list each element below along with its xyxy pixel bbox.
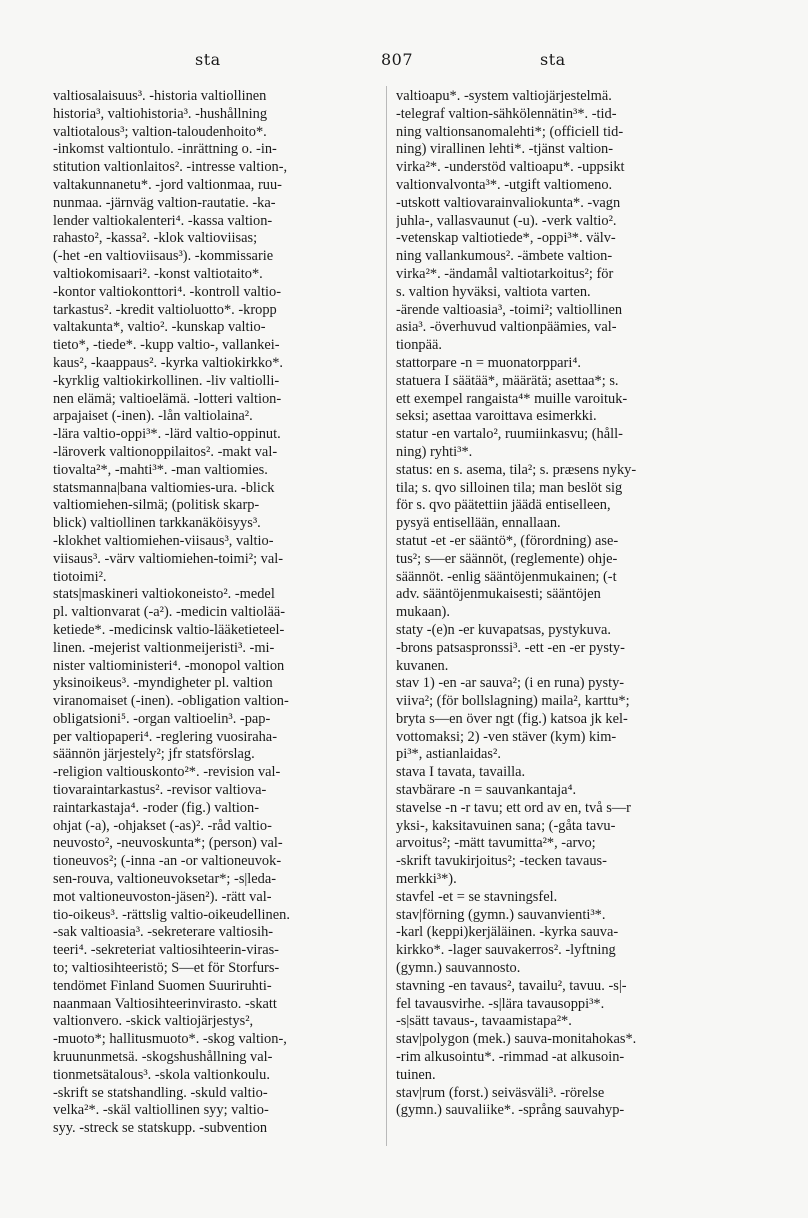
- entry-line: sen-rouva, valtioneuvoksetar*; -s|leda-: [53, 871, 277, 888]
- entry-line: rahasto², -kassa². -klok valtioviisas;: [53, 230, 258, 247]
- entry-line: viranomaiset (-inen). -obligation valtion-: [53, 693, 289, 710]
- entry-line: kirkko*. -lager sauvakerros². -lyftning: [396, 942, 616, 959]
- entry-line: ohjat (-a), -ohjakset (-as)². -råd valtio-: [53, 817, 272, 834]
- entry-line: statut -et -er sääntö*, (förordning) ase-: [396, 532, 619, 549]
- entry-line: pi³*, astianlaidas².: [396, 746, 501, 763]
- entry-line: stav|förning (gymn.) sauvanvienti³*.: [396, 906, 606, 923]
- entry-line: virka²*. -understöd valtioapu*. -uppsikt: [396, 159, 625, 176]
- entry-line: lender valtiokalenteri⁴. -kassa valtion-: [53, 212, 273, 229]
- entry-line: -klokhet valtiomiehen-viisaus³, valtio-: [53, 532, 274, 549]
- entry-line: naanmaan Valtiosihteerinvirasto. -skatt: [53, 995, 277, 1012]
- entry-line: syy. -streck se statskupp. -subvention: [53, 1120, 268, 1137]
- entry-line: valtakunnanetu*. -jord valtionmaa, ruu-: [53, 176, 282, 193]
- entry-line: raintarkastaja⁴. -roder (fig.) valtion-: [53, 799, 259, 816]
- entry-line: tionmetsätalous³. -skola valtionkoulu.: [53, 1066, 270, 1083]
- entry-line: mukaan).: [396, 604, 450, 621]
- entry-line: adv. sääntöjenmukaisesti; sääntöjen: [396, 586, 601, 603]
- entry-line: stavelse -n -r tavu; ett ord av en, två s—r: [396, 799, 631, 816]
- entry-line: arpajaiset (-inen). -lån valtiolaina².: [53, 408, 253, 425]
- entry-line: -sak valtioasia³. -sekreterare valtiosih-: [53, 924, 274, 941]
- page-number: 807: [381, 50, 414, 69]
- entry-line: -s|sätt tavaus-, tavaamistapa²*.: [396, 1013, 572, 1030]
- entry-line: tiovalta²*, -mahti³*. -man valtiomies.: [53, 461, 268, 478]
- entry-line: kuvanen.: [396, 657, 449, 674]
- entry-line: ning valtionsanomalehti*; (officiell tid-: [396, 123, 624, 140]
- entry-line: blick) valtiollinen tarkkanäköisyys³.: [53, 515, 261, 532]
- entry-line: valtiomiehen-silmä; (politisk skarp-: [53, 497, 260, 514]
- entry-line: -brons patsaspronssi³. -ett -en -er pysty-: [396, 639, 625, 656]
- entry-line: -rim alkusointu*. -rimmad -at alkusoin-: [396, 1049, 625, 1066]
- entry-line: juhla-, vallasvaunut (-u). -verk valtio².: [396, 212, 617, 229]
- column-divider: [386, 86, 387, 1146]
- entry-line: neuvosto², -neuvoskunta*; (person) val-: [53, 835, 283, 852]
- entry-line: säännöt. -enlig sääntöjenmukainen; (-t: [396, 568, 617, 585]
- entry-line: (gymn.) sauvaliike*. -språng sauvahyp-: [396, 1102, 625, 1119]
- entry-line: ning) virallinen lehti*. -tjänst valtion-: [396, 141, 614, 158]
- entry-line: stav 1) -en -ar sauva²; (i en runa) pysty-: [396, 675, 625, 692]
- entry-line: nunmaa. -järnväg valtion-rautatie. -ka-: [53, 194, 276, 211]
- right-column: [396, 88, 718, 1120]
- entry-line: tendömet Finland Suomen Suuriruhti-: [53, 977, 272, 994]
- entry-line: nister valtioministeri⁴. -monopol valtion: [53, 657, 285, 674]
- entry-line: statur -en vartalo², ruumiinkasvu; (håll-: [396, 426, 623, 443]
- entry-line: yksinoikeus³. -myndigheter pl. valtion: [53, 675, 273, 692]
- entry-line: stitution valtionlaitos². -intresse valtion-,: [53, 159, 288, 176]
- entry-line: valtiotalous³; valtion-taloudenhoito*.: [53, 123, 267, 140]
- entry-line: -kontor valtiokonttori⁴. -kontroll valtio-: [53, 283, 282, 300]
- entry-line: (-het -en valtioviisaus³). -kommissarie: [53, 248, 274, 265]
- entry-line: tiotoimi².: [53, 568, 107, 585]
- entry-line: -religion valtiouskonto²*. -revision val-: [53, 764, 281, 781]
- entry-line: statsmanna|bana valtiomies-ura. -blick: [53, 479, 275, 496]
- entry-line: virka²*. -ändamål valtiotarkoitus²; för: [396, 265, 614, 282]
- entry-line: per valtiopaperi⁴. -reglering vuosiraha-: [53, 728, 277, 745]
- entry-line: status: en s. asema, tila²; s. præsens nyky-: [396, 461, 637, 478]
- entry-line: staty -(e)n -er kuvapatsas, pystykuva.: [396, 621, 611, 638]
- entry-line: fel tavausvirhe. -s|lära tavausoppi³*.: [396, 995, 605, 1012]
- entry-line: to; valtiosihteeristö; S—et för Storfurs-: [53, 960, 280, 977]
- entry-line: -lära valtio-oppi³*. -lärd valtio-oppinut.: [53, 426, 281, 443]
- entry-line: valtiokomisaari². -konst valtiotaito*.: [53, 265, 263, 282]
- entry-line: -vetenskap valtiotiede*, -oppi³*. välv-: [396, 230, 616, 247]
- entry-line: -muoto*; hallitusmuoto*. -skog valtion-,: [53, 1031, 287, 1048]
- entry-line: tuinen.: [396, 1066, 436, 1083]
- entry-line: s. valtion hyväksi, valtiota varten.: [396, 283, 591, 300]
- entry-line: -läroverk valtionoppilaitos². -makt val-: [53, 443, 278, 460]
- entry-line: viisaus³. -värv valtiomiehen-toimi²; val-: [53, 550, 284, 567]
- entry-line: -skrift se statshandling. -skuld valtio-: [53, 1084, 268, 1101]
- entry-line: för s. qvo päätettiin jäädä entiselleen,: [396, 497, 611, 514]
- entry-line: valtionvalvonta³*. -utgift valtiomeno.: [396, 176, 613, 193]
- left-column: [53, 88, 375, 1138]
- running-head-right: sta: [540, 50, 566, 69]
- entry-line: tionpää.: [396, 337, 442, 354]
- entry-line: stav|polygon (mek.) sauva-monitahokas*.: [396, 1031, 637, 1048]
- entry-line: säännön järjestely²; jfr statsförslag.: [53, 746, 255, 763]
- entry-line: -ärende valtioasia³, -toimi²; valtiollinen: [396, 301, 623, 318]
- entry-line: obligatsioni⁵. -organ valtioelin³. -pap-: [53, 710, 271, 727]
- entry-line: valtionvero. -skick valtiojärjestys²,: [53, 1013, 254, 1030]
- entry-line: nen elämä; valtioelämä. -lotteri valtion-: [53, 390, 282, 407]
- entry-line: yksi-, kaksitavuinen sana; (-gåta tavu-: [396, 817, 616, 834]
- entry-line: historia³, valtiohistoria³. -hushållning: [53, 105, 268, 122]
- entry-line: tiovaraintarkastus². -revisor valtiova-: [53, 782, 267, 799]
- entry-line: tioneuvos²; (-inna -an -or valtioneuvok-: [53, 853, 282, 870]
- entry-line: tarkastus². -kredit valtioluotto*. -kropp: [53, 301, 277, 318]
- entry-line: arvoitus²; -mätt tavumitta²*, -arvo;: [396, 835, 596, 852]
- entry-line: stavbärare -n = sauvankantaja⁴.: [396, 782, 577, 799]
- entry-line: -inkomst valtiontulo. -inrättning o. -in-: [53, 141, 277, 158]
- entry-line: valtakunta*, valtio². -kunskap valtio-: [53, 319, 266, 336]
- entry-line: kruununmetsä. -skogshushållning val-: [53, 1049, 273, 1066]
- entry-line: ett exempel rangaista⁴* muille varoituk-: [396, 390, 628, 407]
- entry-line: tieto*, -tiede*. -kupp valtio-, vallankei-: [53, 337, 280, 354]
- entry-line: bryta s—en över ngt (fig.) katsoa jk kel-: [396, 710, 628, 727]
- entry-line: stats|maskineri valtiokoneisto². -medel: [53, 586, 275, 603]
- entry-line: statuera I säätää*, määrätä; asettaa*; s.: [396, 372, 619, 389]
- entry-line: -utskott valtiovarainvaliokunta*. -vagn: [396, 194, 621, 211]
- entry-line: stavning -en tavaus², tavailu², tavuu. -s|-: [396, 977, 627, 994]
- entry-line: velka²*. -skäl valtiollinen syy; valtio-: [53, 1102, 269, 1119]
- entry-line: asia³. -överhuvud valtionpäämies, val-: [396, 319, 617, 336]
- entry-line: pl. valtionvarat (-a²). -medicin valtiolää-: [53, 604, 286, 621]
- entry-line: mot valtioneuvoston-jäsen²). -rätt val-: [53, 888, 272, 905]
- entry-line: valtioapu*. -system valtiojärjestelmä.: [396, 88, 612, 104]
- entry-line: tio-oikeus³. -rättslig valtio-oikeudellinen.: [53, 906, 290, 923]
- entry-line: teeri⁴. -sekreteriat valtiosihteerin-viras-: [53, 942, 279, 959]
- entry-line: kaus², -kaappaus². -kyrka valtiokirkko*.: [53, 354, 284, 371]
- entry-line: -kyrklig valtiokirkollinen. -liv valtiolli-: [53, 372, 280, 389]
- entry-line: -karl (keppi)kerjäläinen. -kyrka sauva-: [396, 924, 619, 941]
- entry-line: stava I tavata, tavailla.: [396, 764, 526, 781]
- entry-line: linen. -mejerist valtionmeijeristi³. -mi-: [53, 639, 275, 656]
- entry-line: valtiosalaisuus³. -historia valtiollinen: [53, 88, 267, 104]
- entry-line: -telegraf valtion-sähkölennätin³*. -tid-: [396, 105, 617, 122]
- entry-line: -skrift tavukirjoitus²; -tecken tavaus-: [396, 853, 607, 870]
- entry-line: merkki³*).: [396, 871, 457, 888]
- entry-line: viiva²; (för bollslagning) maila², karttu*;: [396, 693, 630, 710]
- entry-line: ning vallankumous². -ämbete valtion-: [396, 248, 613, 265]
- running-head-left: sta: [195, 50, 221, 69]
- entry-line: (gymn.) sauvannosto.: [396, 960, 521, 977]
- entry-line: vottomaksi; 2) -ven stäver (kym) kim-: [396, 728, 617, 745]
- entry-line: seksi; asettaa varoittava esimerkki.: [396, 408, 597, 425]
- entry-line: stattorpare -n = muonatorppari⁴.: [396, 354, 581, 371]
- entry-line: tila; s. qvo silloinen tila; man beslöt sig: [396, 479, 623, 496]
- entry-line: tus²; s—er säännöt, (reglemente) ohje-: [396, 550, 618, 567]
- entry-line: stavfel -et = se stavningsfel.: [396, 888, 558, 905]
- entry-line: ketiede*. -medicinsk valtio-lääketieteel-: [53, 621, 285, 638]
- entry-line: stav|rum (forst.) seiväsväli³. -rörelse: [396, 1084, 605, 1101]
- entry-line: ning) ryhti³*.: [396, 443, 473, 460]
- entry-line: pysyä entisellään, ennallaan.: [396, 515, 561, 532]
